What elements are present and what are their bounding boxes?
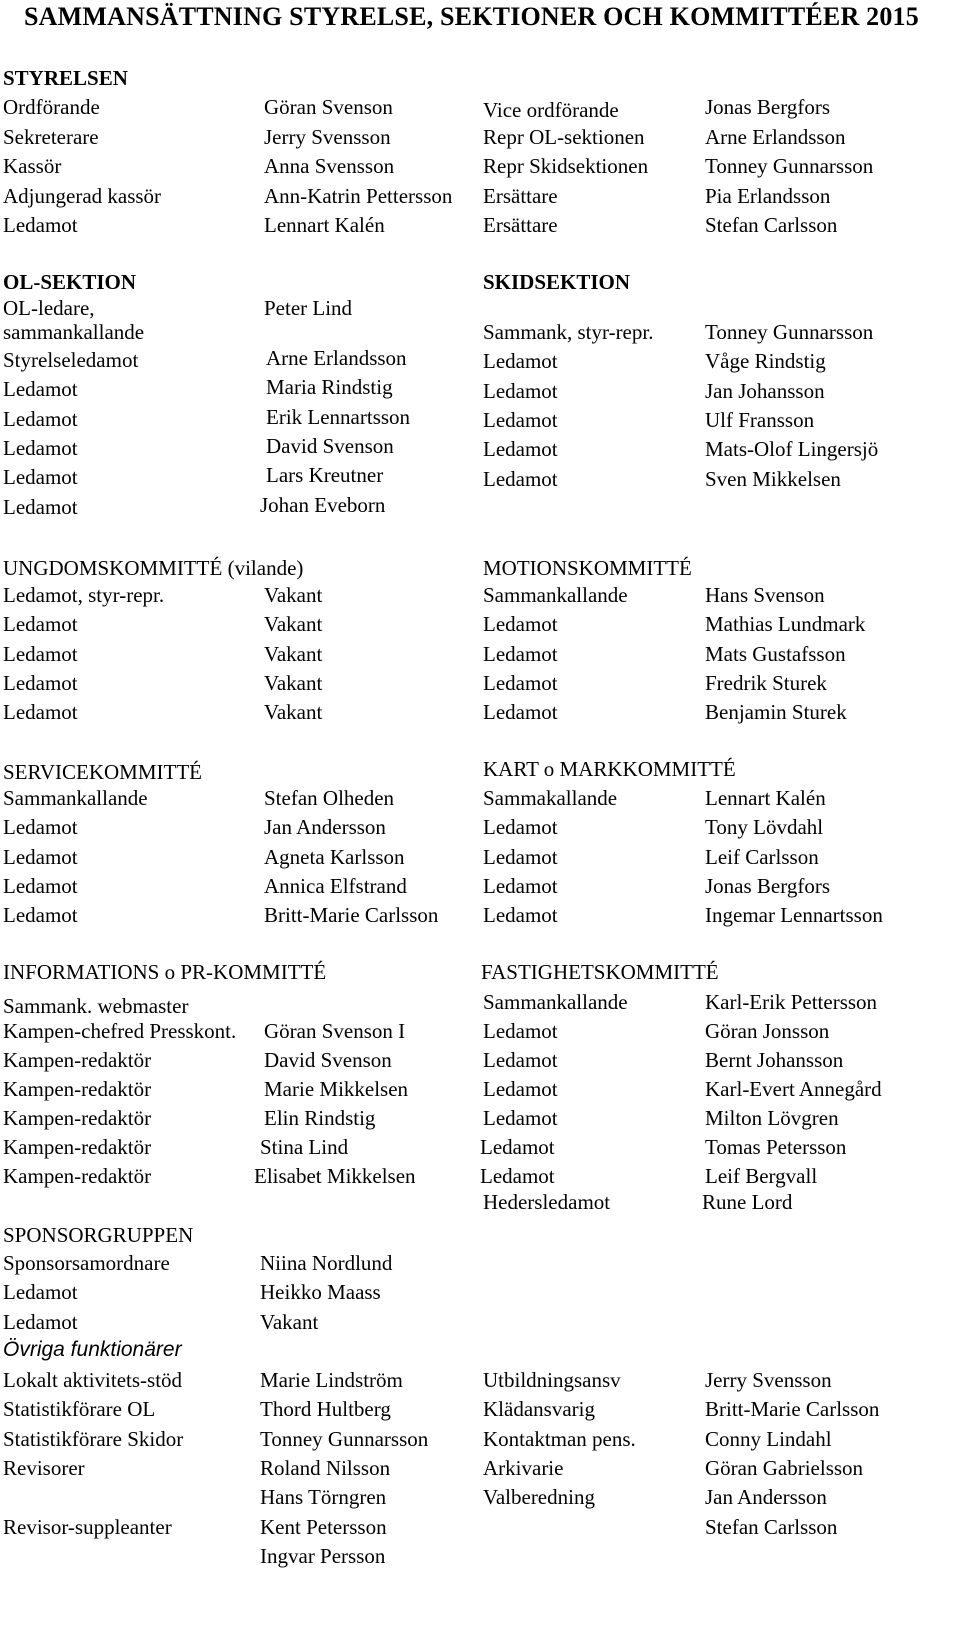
role-label: Kampen-redaktör (3, 1135, 152, 1159)
role-label: Ledamot (483, 670, 558, 695)
person-name: Stefan Carlsson (705, 213, 838, 237)
person-name: Leif Carlsson (705, 844, 819, 869)
role-label: Ledamot (483, 903, 558, 928)
person-name: Marie Lindström (260, 1368, 403, 1392)
role-label: Ledamot (3, 700, 78, 725)
person-name: Elisabet Mikkelsen (254, 1164, 416, 1188)
person-name: Elin Rindstig (264, 1106, 376, 1130)
role-label: Kampen-redaktör (3, 1077, 152, 1101)
role-label: Styrelseledamot (3, 348, 139, 372)
person-name: Mats Gustafsson (705, 641, 846, 666)
role-label: Sammakallande (483, 786, 618, 810)
person-name: Milton Lövgren (705, 1106, 839, 1130)
role-label: Ledamot (483, 1048, 558, 1072)
person-name: Jonas Bergfors (705, 873, 831, 898)
person-name: Vakant (264, 612, 323, 637)
person-name: Jan Johansson (705, 378, 825, 403)
section-heading-service: SERVICEKOMMITTÉ (3, 760, 202, 784)
person-name: Erik Lennartsson (266, 404, 411, 429)
role-label: Statistikförare Skidor (3, 1426, 184, 1451)
role-label: Ledamot (483, 349, 558, 374)
role-label: Ledamot (3, 494, 78, 519)
person-name: Jonas Bergfors (705, 95, 831, 119)
role-label: Sekreterare (3, 124, 99, 149)
role-label: Ledamot (483, 844, 558, 869)
section-heading-ol-sektion: OL-SEKTION (3, 270, 137, 294)
role-label: Ersättare (483, 183, 558, 208)
person-name: Hans Svenson (705, 583, 825, 607)
role-label: Klädansvarig (483, 1397, 595, 1422)
role-label: Ledamot (3, 641, 78, 666)
role-label: Ledamot (3, 406, 78, 431)
role-label: Ledamot (3, 213, 78, 237)
role-label: Kassör (3, 154, 62, 178)
person-name: Johan Eveborn (260, 492, 386, 517)
person-name: Karl-Erik Pettersson (705, 990, 878, 1014)
person-name: David Svenson (266, 433, 394, 458)
role-label: Adjungerad kassör (3, 183, 162, 208)
person-name: Våge Rindstig (705, 349, 826, 374)
role-label: Ledamot (483, 466, 558, 491)
person-name: Peter Lind (264, 296, 353, 320)
section-heading-ovriga: Övriga funktionärer (3, 1338, 182, 1361)
section-heading-ungdom: UNGDOMSKOMMITTÉ (vilande) (3, 556, 304, 580)
role-label: Ordförande (3, 95, 100, 119)
role-label: Ledamot (480, 1164, 555, 1188)
person-name: Stina Lind (260, 1135, 349, 1159)
person-name: Mathias Lundmark (705, 612, 866, 637)
person-name: Roland Nilsson (260, 1455, 391, 1480)
person-name: Maria Rindstig (266, 375, 393, 400)
person-name: Lars Kreutner (266, 463, 384, 488)
person-name: Ingvar Persson (260, 1543, 386, 1568)
role-label: Repr Skidsektionen (483, 154, 649, 178)
person-name: Pia Erlandsson (705, 183, 831, 208)
section-heading-sponsor: SPONSORGRUPPEN (3, 1223, 194, 1247)
role-label: Repr OL-sektionen (483, 124, 645, 149)
person-name: Tonney Gunnarsson (260, 1426, 429, 1451)
role-label: Kampen-redaktör (3, 1164, 152, 1188)
role-label: Ledamot (483, 612, 558, 637)
person-name: Bernt Johansson (705, 1048, 844, 1072)
role-label: Ledamot (483, 700, 558, 725)
role-label: Sammank. webmaster (3, 994, 189, 1018)
role-label: Ledamot (483, 378, 558, 403)
section-heading-skidsektion: SKIDSEKTION (483, 270, 631, 294)
role-label: Ledamot (3, 873, 78, 898)
person-name: Kent Petersson (260, 1514, 387, 1539)
person-name: Ulf Fransson (705, 407, 815, 432)
role-label: sammankallande (3, 320, 145, 344)
person-name: Göran Svenson (264, 95, 393, 119)
person-name: Ingemar Lennartsson (705, 903, 883, 928)
role-label: Ledamot (483, 873, 558, 898)
person-name: Tonney Gunnarsson (705, 320, 874, 344)
person-name: Niina Nordlund (260, 1251, 393, 1275)
role-label: Valberedning (483, 1485, 595, 1510)
person-name: Rune Lord (702, 1190, 793, 1214)
role-label: Ledamot (3, 1280, 78, 1305)
role-label: Sammank, styr-repr. (483, 320, 654, 344)
person-name: Hans Törngren (260, 1485, 387, 1510)
person-name: Tonney Gunnarsson (705, 154, 874, 178)
person-name: Vakant (264, 583, 323, 607)
section-heading-motion: MOTIONSKOMMITTÉ (483, 556, 692, 580)
role-label: Kampen-redaktör (3, 1106, 152, 1130)
role-label: Sammankallande (483, 583, 628, 607)
person-name: Thord Hultberg (260, 1397, 391, 1422)
person-name: Tomas Petersson (705, 1135, 847, 1159)
role-label: Ledamot (3, 815, 78, 840)
role-label: Ledamot (483, 437, 558, 462)
role-label: Revisor-suppleanter (3, 1514, 172, 1539)
section-heading-fastighet: FASTIGHETSKOMMITTÉ (481, 960, 719, 984)
role-label: Ledamot (3, 377, 78, 402)
role-label: Vice ordförande (483, 98, 619, 122)
role-label: Ledamot (483, 641, 558, 666)
person-name: Lennart Kalén (705, 786, 826, 810)
section-heading-styrelsen: STYRELSEN (3, 66, 128, 90)
person-name: David Svenson (264, 1048, 392, 1072)
person-name: Benjamin Sturek (705, 700, 847, 725)
person-name: Göran Svenson I (264, 1019, 406, 1043)
person-name: Vakant (264, 700, 323, 725)
person-name: Sven Mikkelsen (705, 466, 841, 491)
person-name: Agneta Karlsson (264, 844, 405, 869)
role-label: Kontaktman pens. (483, 1426, 636, 1451)
person-name: Göran Jonsson (705, 1019, 830, 1043)
role-label: Statistikförare OL (3, 1397, 156, 1422)
person-name: Britt-Marie Carlsson (264, 903, 439, 928)
person-name: Lennart Kalén (264, 213, 385, 237)
role-label: Kampen-chefred Presskont. (3, 1019, 237, 1043)
page-title: SAMMANSÄTTNING STYRELSE, SEKTIONER OCH KOMMITTÉER 2015 (24, 2, 919, 31)
person-name: Annica Elfstrand (264, 873, 407, 898)
person-name: Tony Lövdahl (705, 815, 824, 840)
person-name: Leif Bergvall (705, 1164, 818, 1188)
role-label: Sponsorsamordnare (3, 1251, 170, 1275)
role-label: Ledamot (3, 1309, 78, 1334)
role-label: Ledamot (3, 465, 78, 490)
person-name: Göran Gabrielsson (705, 1455, 864, 1480)
role-label: Utbildningsansv (483, 1368, 621, 1392)
person-name: Jerry Svensson (264, 124, 391, 149)
role-label: Ledamot (483, 407, 558, 432)
person-name: Karl-Evert Annegård (705, 1077, 882, 1101)
role-label: Ledamot (3, 903, 78, 928)
role-label: Ledamot, styr-repr. (3, 583, 165, 607)
person-name: Vakant (260, 1309, 319, 1334)
person-name: Arne Erlandsson (266, 346, 407, 370)
person-name: Fredrik Sturek (705, 670, 827, 695)
person-name: Jan Andersson (705, 1485, 827, 1510)
role-label: Ersättare (483, 213, 558, 237)
role-label: Hedersledamot (483, 1190, 611, 1214)
role-label: Lokalt aktivitets-stöd (3, 1368, 183, 1392)
role-label: Ledamot (3, 612, 78, 637)
person-name: Vakant (264, 670, 323, 695)
person-name: Marie Mikkelsen (264, 1077, 409, 1101)
role-label: Sammankallande (483, 990, 628, 1014)
person-name: Ann-Katrin Pettersson (264, 183, 453, 208)
role-label: Ledamot (483, 1106, 558, 1130)
person-name: Stefan Olheden (264, 786, 395, 810)
person-name: Heikko Maass (260, 1280, 381, 1305)
person-name: Anna Svensson (264, 154, 395, 178)
person-name: Britt-Marie Carlsson (705, 1397, 880, 1422)
role-label: Sammankallande (3, 786, 148, 810)
section-heading-info: INFORMATIONS o PR-KOMMITTÉ (3, 960, 327, 984)
role-label: Ledamot (3, 435, 78, 460)
person-name: Conny Lindahl (705, 1426, 832, 1451)
role-label: Arkivarie (483, 1455, 564, 1480)
role-label: Ledamot (483, 815, 558, 840)
section-heading-kart: KART o MARKKOMMITTÉ (483, 757, 736, 781)
role-label: Revisorer (3, 1455, 85, 1480)
role-label: Ledamot (483, 1077, 558, 1101)
person-name: Arne Erlandsson (705, 124, 846, 149)
person-name: Jerry Svensson (705, 1368, 832, 1392)
role-label: OL-ledare, (3, 296, 95, 320)
role-label: Ledamot (483, 1019, 558, 1043)
person-name: Stefan Carlsson (705, 1514, 838, 1539)
role-label: Ledamot (480, 1135, 555, 1159)
person-name: Jan Andersson (264, 815, 386, 840)
role-label: Ledamot (3, 670, 78, 695)
role-label: Kampen-redaktör (3, 1048, 152, 1072)
role-label: Ledamot (3, 844, 78, 869)
person-name: Vakant (264, 641, 323, 666)
person-name: Mats-Olof Lingersjö (705, 437, 879, 462)
